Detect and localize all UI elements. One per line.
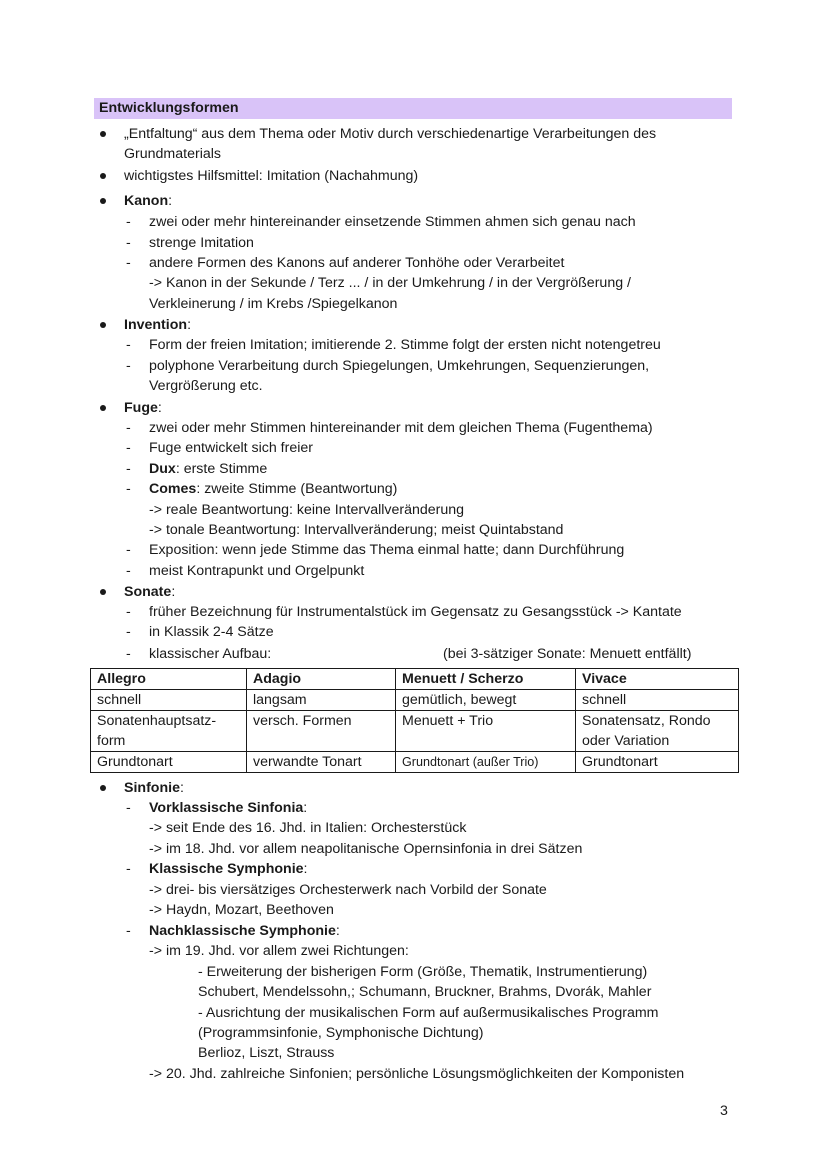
dash-icon: - [126, 923, 131, 939]
sonate-item-2: in Klassik 2-4 Sätze [149, 624, 274, 640]
fuge-dux: Dux: erste Stimme [149, 461, 268, 477]
table-cell: langsam [247, 690, 396, 711]
invention-item-2: polyphone Verarbeitung durch Spiegelungen, Umkehrungen, Sequenzierungen, [149, 358, 650, 374]
dash-icon: - [126, 542, 131, 558]
dash-icon: - [126, 624, 131, 640]
kanon-item-2: strenge Imitation [149, 235, 254, 251]
nachklassisch-deep-1: - Erweiterung der bisherigen Form (Größe, Thematik, Instrumentierung) [198, 964, 648, 980]
bullet-icon [100, 322, 106, 328]
dash-icon: - [126, 440, 131, 456]
klassisch-line-1: -> drei- bis viersätziges Orchesterwerk nach Vorbild der Sonate [149, 882, 547, 898]
table-cell: schnell [576, 690, 739, 711]
bullet-icon [100, 785, 106, 791]
nachklassisch-deep-4: (Programmsinfonie, Symphonische Dichtung) [198, 1025, 484, 1041]
intro-line-3: wichtigstes Hilfsmittel: Imitation (Nachahmung) [124, 168, 419, 184]
page-number: 3 [720, 1103, 728, 1119]
klassisch-title: Klassische Symphonie: [149, 861, 308, 877]
table-cell: Grundtonart (außer Trio) [396, 752, 576, 773]
kanon-sub-1: -> Kanon in der Sekunde / Terz ... / in der Umkehrung / in der Vergrößerung / [149, 275, 631, 291]
table-header-cell: Menuett / Scherzo [396, 669, 576, 690]
fuge-title: Fuge: [124, 400, 162, 416]
invention-item-1: Form der freien Imitation; imitierende 2. Stimme folgt der ersten nicht notengetreu [149, 337, 661, 353]
dash-icon: - [126, 358, 131, 374]
invention-title: Invention: [124, 317, 192, 333]
dash-icon: - [126, 604, 131, 620]
dash-icon: - [126, 235, 131, 251]
table-header-cell: Adagio [247, 669, 396, 690]
sonate-item-1: früher Bezeichnung für Instrumentalstück im Gegensatz zu Gesangsstück -> Kantate [149, 604, 682, 620]
fuge-comes: Comes: zweite Stimme (Beantwortung) [149, 481, 398, 497]
table-header-row [91, 669, 739, 690]
dash-icon: - [126, 800, 131, 816]
table-header-cell: Vivace [576, 669, 739, 690]
table-cell: Grundtonart [91, 752, 247, 773]
bullet-icon [100, 173, 106, 179]
kanon-item-3: andere Formen des Kanons auf anderer Tonhöhe oder Verarbeitet [149, 255, 565, 271]
dash-icon: - [126, 646, 131, 662]
table-cell: Sonatensatz, Rondo oder Variation [576, 711, 739, 752]
intro-line-2: Grundmaterials [124, 146, 221, 162]
nachklassisch-deep-5: Berlioz, Liszt, Strauss [198, 1045, 335, 1061]
vorklassisch-line-1: -> seit Ende des 16. Jhd. in Italien: Orchesterstück [149, 820, 467, 836]
fuge-item-3: Exposition: wenn jede Stimme das Thema einmal hatte; dann Durchführung [149, 542, 625, 558]
bullet-icon [100, 198, 106, 204]
nachklassisch-last: -> 20. Jhd. zahlreiche Sinfonien; persönliche Lösungsmöglichkeiten der Komponisten [149, 1066, 685, 1082]
fuge-item-1: zwei oder mehr Stimmen hintereinander mit dem gleichen Thema (Fugenthema) [149, 420, 653, 436]
fuge-item-2: Fuge entwickelt sich freier [149, 440, 314, 456]
table-cell: Menuett + Trio [396, 711, 576, 752]
table-cell: gemütlich, bewegt [396, 690, 576, 711]
sonate-note: (bei 3-sätziger Sonate: Menuett entfällt) [443, 646, 692, 662]
table-row [91, 690, 739, 711]
vorklassisch-title: Vorklassische Sinfonia: [149, 800, 308, 816]
fuge-comes-sub-2: -> tonale Beantwortung: Intervallveränderung; meist Quintabstand [149, 522, 564, 538]
table-cell: Sonatenhauptsatz- form [91, 711, 247, 752]
dash-icon: - [126, 420, 131, 436]
dash-icon: - [126, 861, 131, 877]
intro-line-1: „Entfaltung“ aus dem Thema oder Motiv durch verschiedenartige Verarbeitungen des [124, 126, 657, 142]
table-row [91, 711, 739, 752]
bullet-icon [100, 589, 106, 595]
nachklassisch-deep-2: Schubert, Mendelssohn,; Schumann, Bruckner, Brahms, Dvorák, Mahler [198, 984, 652, 1000]
table-cell: Grundtonart [576, 752, 739, 773]
kanon-title: Kanon: [124, 193, 173, 209]
nachklassisch-line-1: -> im 19. Jhd. vor allem zwei Richtungen: [149, 943, 409, 959]
dash-icon: - [126, 461, 131, 477]
table-row [91, 752, 739, 773]
dash-icon: - [126, 214, 131, 230]
table-cell: versch. Formen [247, 711, 396, 752]
sinfonie-title: Sinfonie: [124, 780, 184, 796]
section-heading [94, 98, 732, 119]
fuge-comes-sub-1: -> reale Beantwortung: keine Intervallveränderung [149, 502, 465, 518]
nachklassisch-title: Nachklassische Symphonie: [149, 923, 340, 939]
fuge-item-4: meist Kontrapunkt und Orgelpunkt [149, 563, 365, 579]
kanon-item-1: zwei oder mehr hintereinander einsetzende Stimmen ahmen sich genau nach [149, 214, 636, 230]
table-header-cell: Allegro [91, 669, 247, 690]
table-cell: verwandte Tonart [247, 752, 396, 773]
kanon-sub-2: Verkleinerung / im Krebs /Spiegelkanon [149, 296, 398, 312]
sonate-title: Sonate: [124, 584, 176, 600]
klassisch-line-2: -> Haydn, Mozart, Beethoven [149, 902, 334, 918]
invention-item-3: Vergrößerung etc. [149, 378, 263, 394]
dash-icon: - [126, 481, 131, 497]
sonata-structure-table [90, 668, 739, 773]
bullet-icon [100, 405, 106, 411]
sonate-item-3: klassischer Aufbau: [149, 646, 272, 662]
table-cell: schnell [91, 690, 247, 711]
bullet-icon [100, 131, 106, 137]
nachklassisch-deep-3: - Ausrichtung der musikalischen Form auf außermusikalisches Programm [198, 1005, 659, 1021]
dash-icon: - [126, 255, 131, 271]
dash-icon: - [126, 563, 131, 579]
dash-icon: - [126, 337, 131, 353]
vorklassisch-line-2: -> im 18. Jhd. vor allem neapolitanische Opernsinfonia in drei Sätzen [149, 841, 583, 857]
heading-text: Entwicklungsformen [99, 100, 239, 116]
